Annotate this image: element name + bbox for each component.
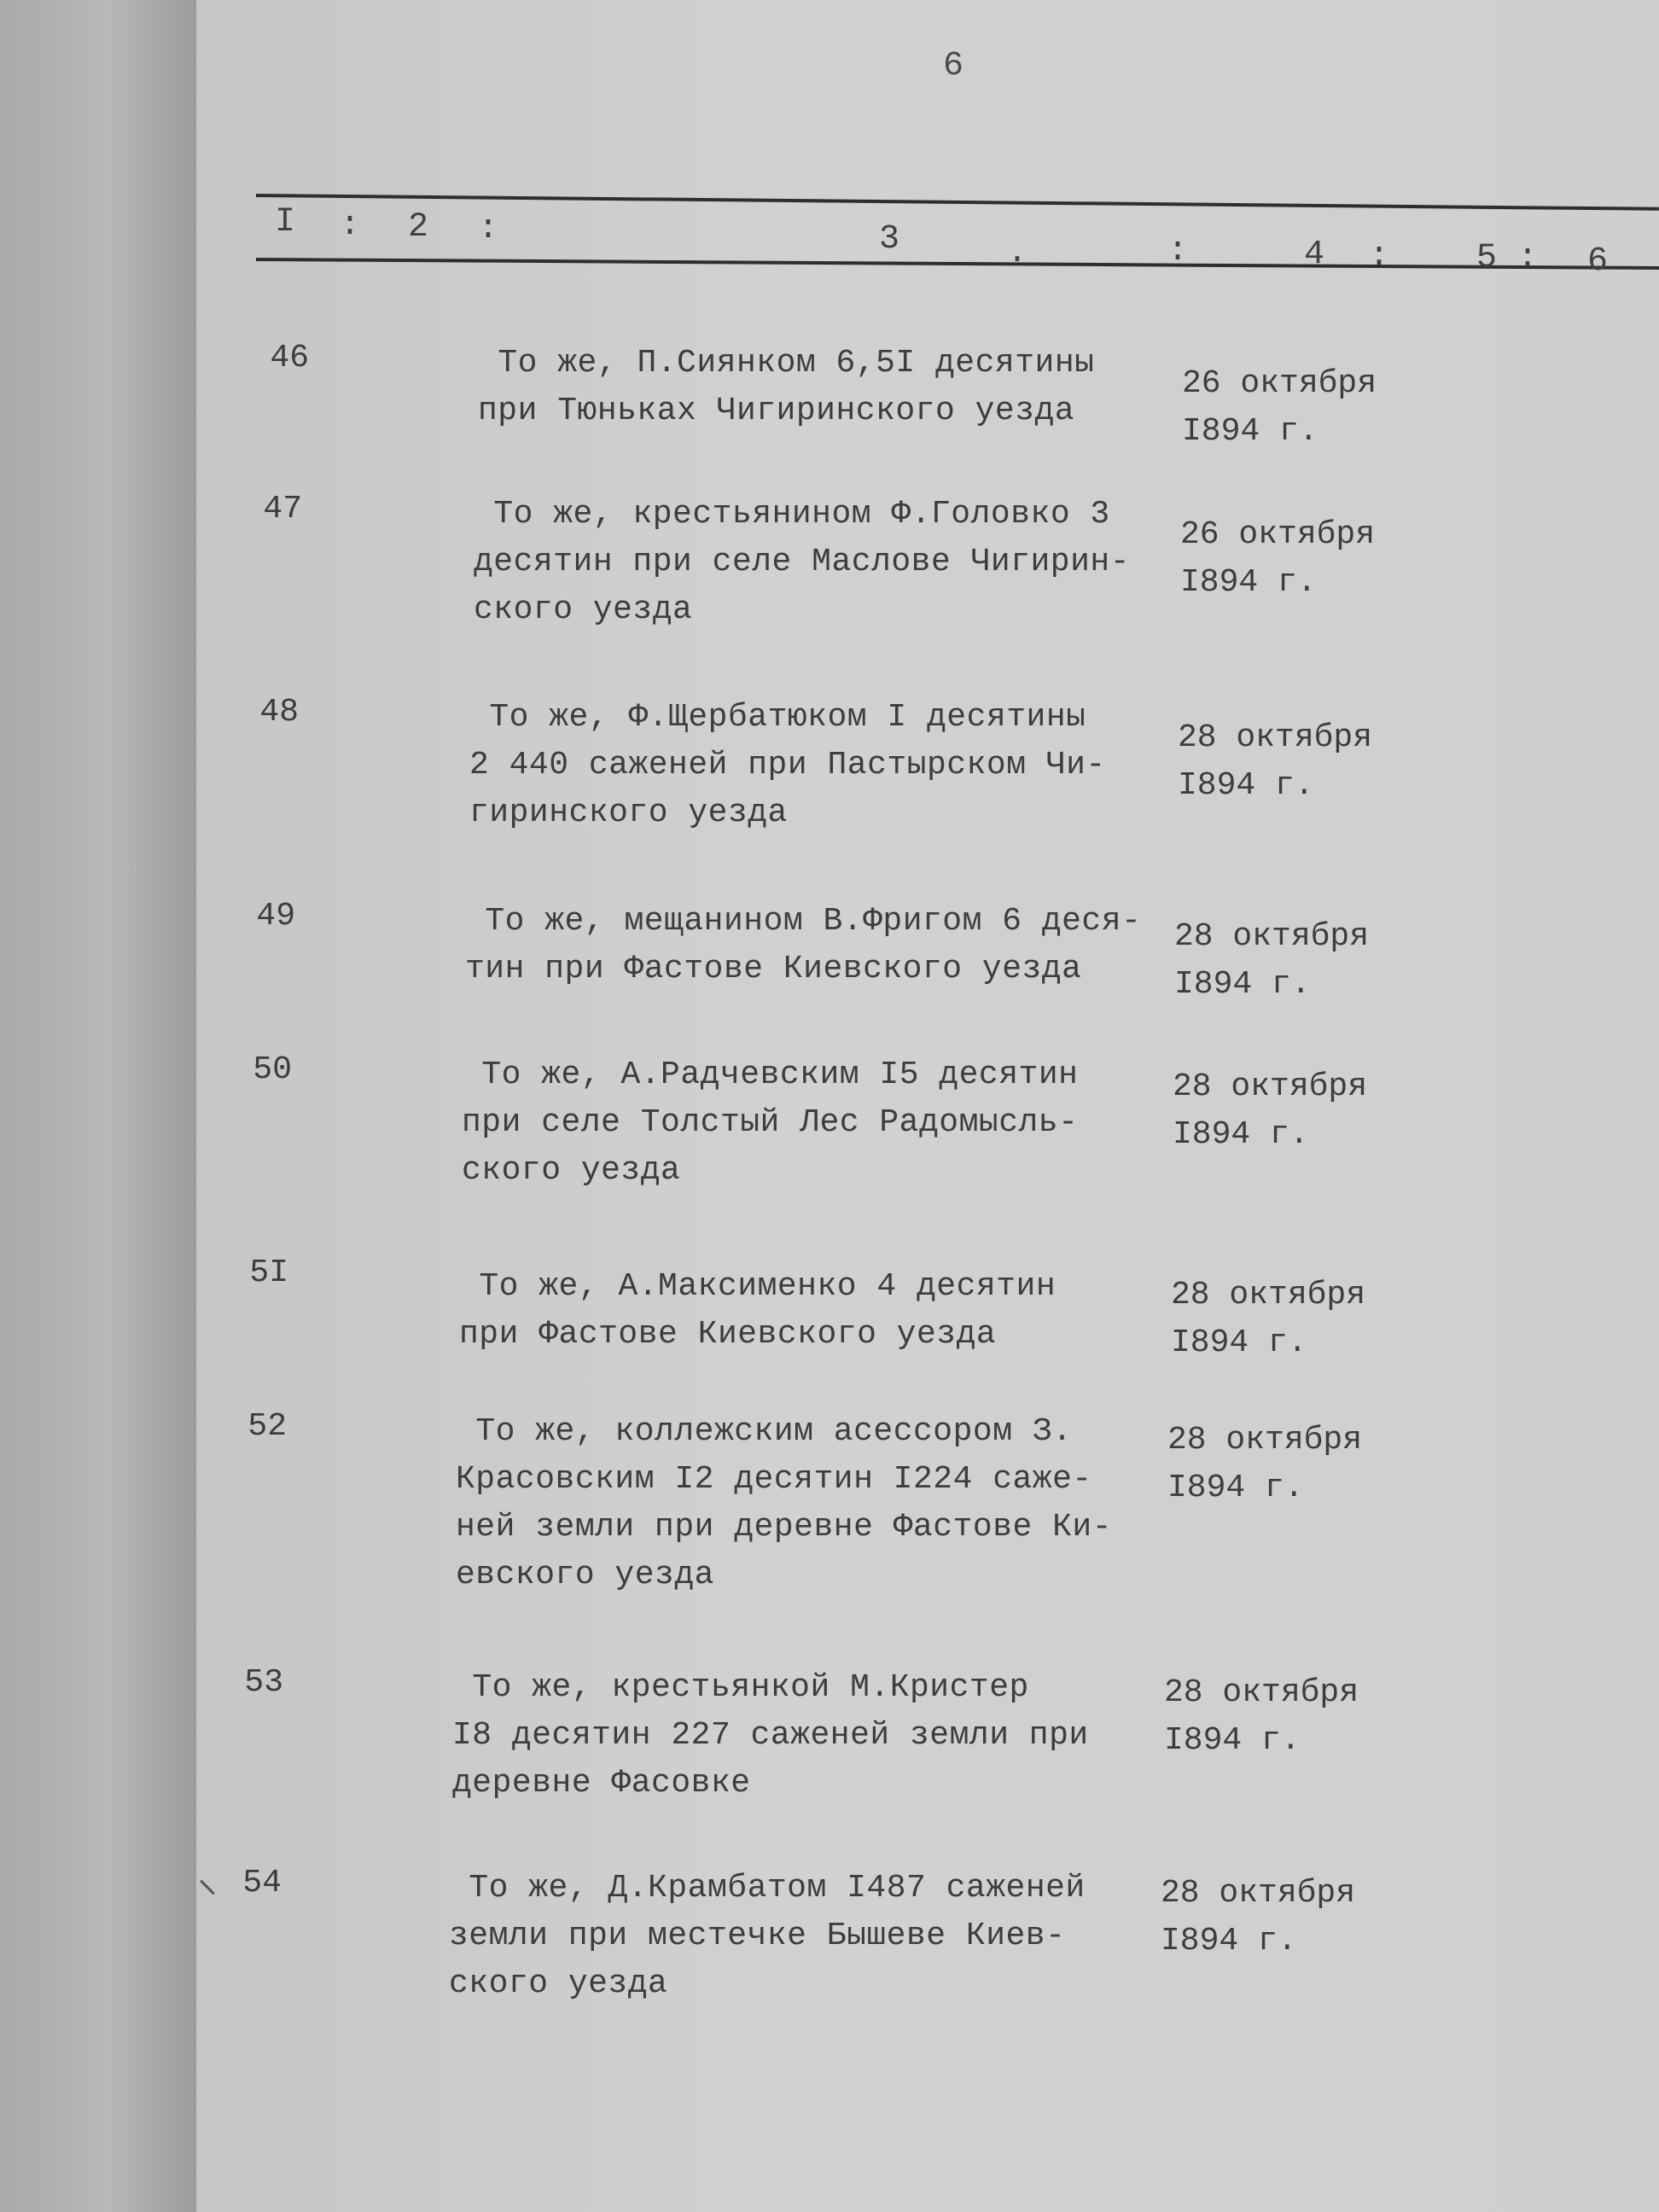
entry-date: 28 октября I894 г.	[1174, 918, 1370, 1003]
entry-description: То же, крестьянином Ф.Головко 3 десятин при селе Маслове Чигирин- ского уезда	[474, 496, 1131, 628]
entry-number: 53	[244, 1664, 283, 1701]
entry-description: То же, мещанином В.Фригом 6 деся- тин при Фастове Киевского уезда	[465, 903, 1142, 987]
entry-number: 48	[259, 694, 299, 731]
entry-date: 26 октября I894 г.	[1182, 365, 1377, 450]
column-separator: :	[1167, 232, 1189, 271]
column-header-2: 2	[408, 208, 429, 247]
entry-description: То же, коллежским асессором З. Красовским I2 десятин I224 саже- ней земли при деревне Фастове Ки- евского уезда	[456, 1413, 1113, 1593]
column-header-dot: .	[1007, 234, 1028, 272]
column-separator: :	[1369, 237, 1390, 276]
entry-description: То же, крестьянкой М.Кристер I8 десятин 227 саженей земли при деревне Фасовке	[452, 1669, 1089, 1802]
entry-number: 46	[270, 340, 309, 376]
entry-date: 28 октября I894 г.	[1167, 1422, 1363, 1506]
page-number: 6	[943, 47, 964, 85]
column-separator: :	[478, 210, 499, 248]
entry-description: То же, А.Максименко 4 десятин при Фастове Киевского уезда	[459, 1268, 1057, 1353]
entry-date: 28 октября I894 г.	[1171, 1277, 1366, 1361]
entry-description: То же, П.Сиянком 6,5I десятины при Тюньках Чигиринского уезда	[478, 345, 1095, 429]
entry-date: 28 октября I894 г.	[1161, 1875, 1356, 1959]
entry-date: 26 октября I894 г.	[1180, 516, 1376, 601]
column-separator: :	[1517, 239, 1539, 277]
entry-description: То же, А.Радчевским I5 десятин при селе Толстый Лес Радомысль- ского уезда	[462, 1057, 1079, 1189]
entry-date: 28 октября I894 г.	[1178, 719, 1373, 804]
column-header-5: 5	[1476, 239, 1498, 277]
column-separator: :	[340, 207, 361, 245]
entry-description: То же, Д.Крамбатом I487 саженей земли при местечке Бышеве Киев- ского уезда	[449, 1870, 1086, 2002]
entry-number: 50	[253, 1051, 292, 1088]
column-header-3: 3	[879, 220, 900, 259]
entry-number: 49	[256, 898, 295, 934]
column-header-4: 4	[1304, 236, 1325, 274]
column-header-6: 6	[1587, 242, 1609, 281]
entry-description: То же, Ф.Щербатюком I десятины 2 440 саженей при Пастырском Чи- гиринского уезда	[469, 699, 1106, 831]
entry-date: 28 октября I894 г.	[1164, 1674, 1359, 1759]
entry-number: 5I	[249, 1254, 288, 1291]
column-header-1: I	[275, 203, 296, 242]
entry-number: 52	[247, 1408, 287, 1445]
entry-number: 47	[263, 491, 302, 527]
entry-date: 28 октября I894 г.	[1173, 1068, 1368, 1153]
entry-number: 54	[242, 1865, 282, 1901]
